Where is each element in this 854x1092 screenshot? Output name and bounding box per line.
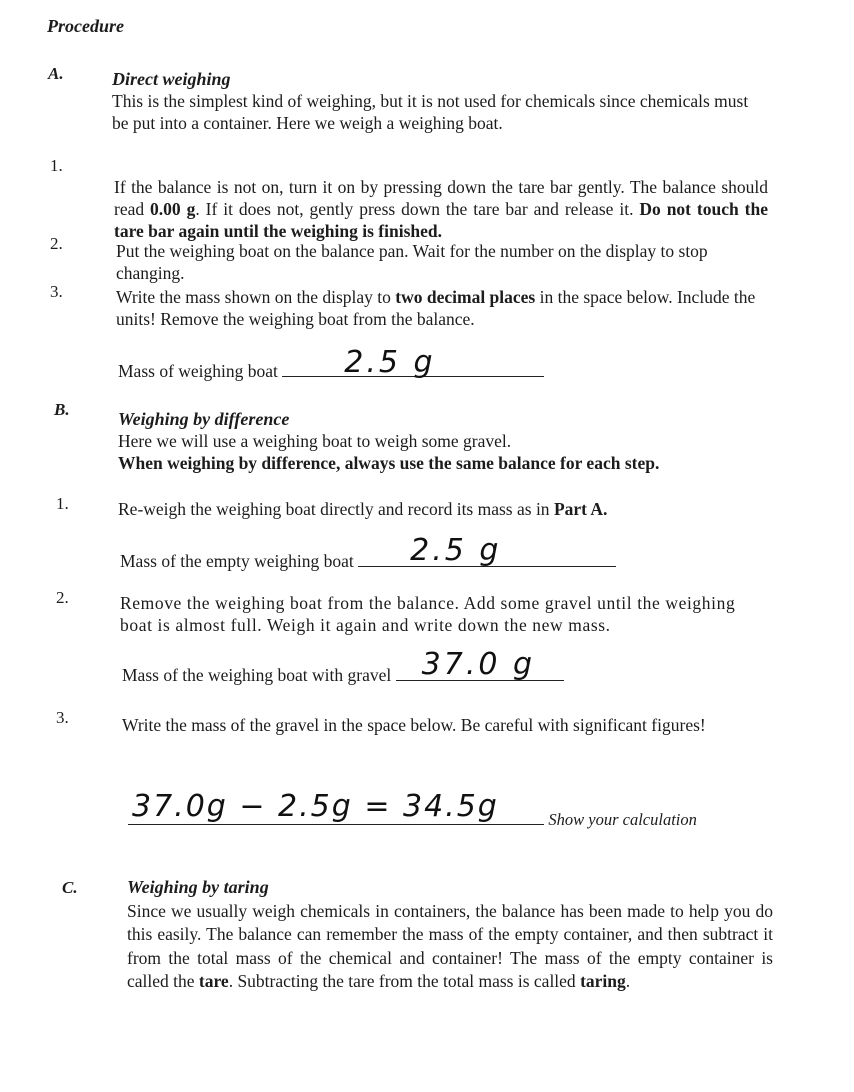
a-step1-text-d: Do not touch the tare bar again until the weighing is finished. <box>114 199 768 241</box>
mass-of-boat-row <box>118 345 588 382</box>
empty-boat-row <box>120 533 680 572</box>
a-step2-text: Put the weighing boat on the balance pan. Wait for the number on the display to stop changing. <box>116 241 708 283</box>
a-step2-number: 2. <box>50 234 63 253</box>
section-b-intro-bold: When weighing by difference, always use the same balance for each step. <box>118 453 660 473</box>
b-step1-text-b: Part A. <box>553 499 608 519</box>
a-step1-text-b: 0.00 g <box>150 199 196 219</box>
section-b <box>118 408 758 474</box>
section-b-marker: B. <box>54 400 70 419</box>
page-title: Procedure <box>47 16 124 36</box>
section-c <box>127 876 773 994</box>
section-c-text-b: tare <box>198 971 229 991</box>
gravel-line[interactable] <box>396 647 564 682</box>
b-step3-text: Write the mass of the gravel in the space below. Be careful with significant figures! <box>122 715 706 735</box>
mass-of-boat-answer: 2.5 g <box>344 345 436 380</box>
calculation-note: Show your calculation <box>548 810 697 829</box>
section-a <box>112 68 757 134</box>
section-c-heading: Weighing by taring <box>127 877 269 897</box>
b-step2-number: 2. <box>56 588 69 607</box>
a-step1-number: 1. <box>50 156 63 175</box>
calculation-line[interactable] <box>128 789 544 825</box>
gravel-row <box>122 647 622 686</box>
calculation-answer: 37.0g − 2.5g = 34.5g <box>132 789 499 824</box>
section-b-heading: Weighing by difference <box>118 409 290 429</box>
a-step3-number: 3. <box>50 282 63 301</box>
b-step1-number: 1. <box>56 494 69 513</box>
section-a-heading: Direct weighing <box>112 69 231 89</box>
empty-boat-line[interactable] <box>358 533 616 568</box>
mass-of-boat-line[interactable] <box>282 345 544 380</box>
section-c-text-a: Since we usually weigh chemicals in containers, the balance has been made to help you do this easily. The balance can remember the mass of the empty container, and then subtract it from the total mass of the chemical and container! The mass of the empty container is called the <box>127 900 773 991</box>
section-b-intro: Here we will use a weighing boat to weigh some gravel. <box>118 431 512 451</box>
a-step3-text-a: Write the mass shown on the display to <box>116 287 396 307</box>
empty-boat-label: Mass of the empty weighing boat <box>120 551 354 571</box>
section-c-text-e: . <box>625 971 631 991</box>
a-step3-text <box>116 286 771 330</box>
gravel-label: Mass of the weighing boat with gravel <box>122 665 392 685</box>
a-step1-text <box>114 176 768 242</box>
section-a-intro: This is the simplest kind of weighing, but it is not used for chemicals since chemicals must be put into a container. Here we weigh a weighing boat. <box>112 91 749 133</box>
gravel-answer: 37.0 g <box>421 647 536 682</box>
calculation-row <box>128 789 768 831</box>
b-step2-text: Remove the weighing boat from the balance. Add some gravel until the weighing boat is almost full. Weigh it again and write down the new mass. <box>120 593 736 635</box>
section-c-text-c: . Subtracting the tare from the total mass is called <box>228 971 581 991</box>
a-step1-text-a: If the balance is not on, turn it on by pressing down the tare bar gently. The balance should read <box>114 177 768 219</box>
empty-boat-answer: 2.5 g <box>410 533 502 568</box>
a-step3-text-b: two decimal places <box>395 287 536 307</box>
b-step1-text <box>118 498 758 520</box>
mass-of-boat-label: Mass of weighing boat <box>118 361 278 381</box>
a-step3-text-c: in the space below. Include the units! Remove the weighing boat from the balance. <box>116 287 756 329</box>
section-a-marker: A. <box>48 64 64 83</box>
section-c-marker: C. <box>62 878 78 897</box>
b-step1-text-a: Re-weigh the weighing boat directly and record its mass as in <box>118 499 554 519</box>
section-c-text-d: taring <box>580 971 626 991</box>
b-step3-number: 3. <box>56 708 69 727</box>
a-step1-text-c: . If it does not, gently press down the tare bar and release it. <box>195 199 640 219</box>
